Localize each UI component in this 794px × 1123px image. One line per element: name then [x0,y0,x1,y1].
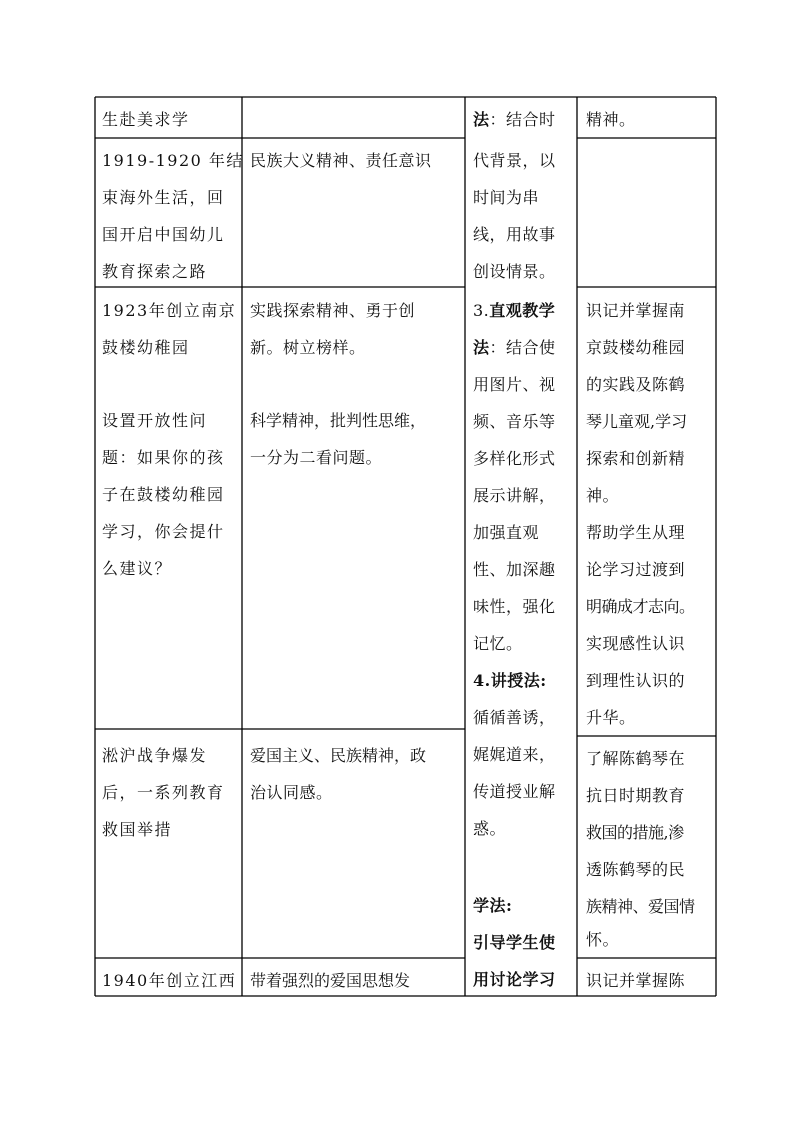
c3-c-l1: 循循善诱， [473,708,556,727]
c1-r3b-l1: 设置开放性问 [102,411,208,430]
c4-r3-l7: 帮助学生从理 [586,523,686,542]
c2-r2: 民族大义精神、责任意识 [250,151,432,170]
c2-r4-l1: 爱国主义、民族精神，政 [250,746,427,765]
c1-r3b-l3: 子在鼓楼幼稚园 [102,485,225,504]
c3-heading-3-num: 3. [473,301,490,320]
c3-fa-rest: ：结合使 [489,338,556,357]
c4-r3-l6: 神。 [586,486,620,505]
c1-r3b-l2: 题：如果你的孩 [102,448,225,467]
c3-heading-3-title: 直观教学 [489,301,556,320]
c3-heading-4: 4.讲授法: [473,671,547,690]
c3-c-l4: 惑。 [473,819,507,838]
c4-r3-l3: 的实践及陈鹤 [586,375,686,394]
c1-r2-l1: 1919-1920 年结 [102,151,244,170]
c1-r1: 生赴美求学 [102,110,190,129]
c3-a-l3: 线，用故事 [473,225,556,244]
c4-r3-l4: 琴儿童观,学习 [586,412,688,431]
c3-xuefa: 学法: [473,896,513,915]
c2-r3a-l1: 实践探索精神、勇于创 [250,301,416,320]
c3-fa-line [473,329,556,366]
c1-r3b-l4: 学习，你会提什 [102,522,225,541]
c4-r3-l11: 到理性认识的 [586,671,686,690]
c2-r3b-l2: 一分为二看问题。 [250,448,383,467]
c4-r3-l8: 论学习过渡到 [586,560,686,579]
c1-r2-l4: 教育探索之路 [102,262,208,281]
c3-b-l4: 展示讲解， [473,486,556,505]
c4-r3-l10: 实现感性认识 [586,634,686,653]
c1-r4-l2: 后，一系列教育 [102,783,225,802]
c4-r4-l2: 抗日时期教育 [586,786,686,805]
c2-r3a-l2: 新。树立榜样。 [250,338,366,357]
c3-a-l4: 创设情景。 [473,262,556,281]
c3-c-l2: 娓娓道来， [473,745,556,764]
c3-b-l1: 用图片、视 [473,375,556,394]
c3-b-l5: 加强直观 [473,523,540,542]
c3-b-l7: 味性，强化 [473,597,556,616]
c1-r5: 1940年创立江西 [102,971,237,990]
c4-r5: 识记并掌握陈 [586,971,686,990]
c4-r3-l12: 升华。 [586,708,636,727]
c3-b-l3: 多样化形式 [473,449,556,468]
c4-r1: 精神。 [586,110,636,129]
c1-r2-l3: 国开启中国幼儿 [102,225,225,244]
c4-r3-l5: 探索和创新精 [586,449,686,468]
c3-yindao-l1: 引导学生使 [473,933,556,952]
c3-fa-bold: 法 [473,338,490,357]
c2-r4-l2: 治认同感。 [250,783,333,802]
c1-r3b-l5: 么建议？ [102,559,173,578]
c3-heading-3 [473,292,555,329]
c3-a-l2: 时间为串 [473,188,540,207]
c4-r3-l1: 识记并掌握南 [586,301,686,320]
c4-r4-l5: 族精神、爱国情 [586,897,695,916]
c3-a-l1: 代背景，以 [473,151,556,170]
c4-r4-l6: 怀。 [586,930,620,949]
c4-r3-l2: 京鼓楼幼稚园 [586,338,686,357]
c3-method-line1 [473,101,556,138]
c2-r5: 带着强烈的爱国思想发 [250,971,411,990]
c4-r4-l1: 了解陈鹤琴在 [586,749,686,768]
c2-r3b-l1: 科学精神，批判性思维， [250,411,427,430]
c4-r3-l9: 明确成才志向。 [586,597,695,616]
c3-c-l3: 传道授业解 [473,782,556,801]
c3-b-l6: 性、加深趣 [473,560,556,579]
c1-r2-l2: 束海外生活，回 [102,188,225,207]
c3-yindao-l2: 用讨论学习 [473,970,556,989]
c3-b-l2: 频、音乐等 [473,412,556,431]
c3-method-rest: ：结合时 [489,110,556,129]
c1-r3a-l2: 鼓楼幼稚园 [102,338,190,357]
c4-r4-l3: 救国的措施,渗 [586,823,684,842]
c1-r4-l3: 救国举措 [102,820,173,839]
c1-r4-l1: 淞沪战争爆发 [102,746,208,765]
c1-r3a-l1: 1923年创立南京 [102,301,237,320]
c4-r4-l4: 透陈鹤琴的民 [586,860,686,879]
c3-method-fa: 法 [473,110,490,129]
c3-b-l8: 记忆。 [473,634,523,653]
